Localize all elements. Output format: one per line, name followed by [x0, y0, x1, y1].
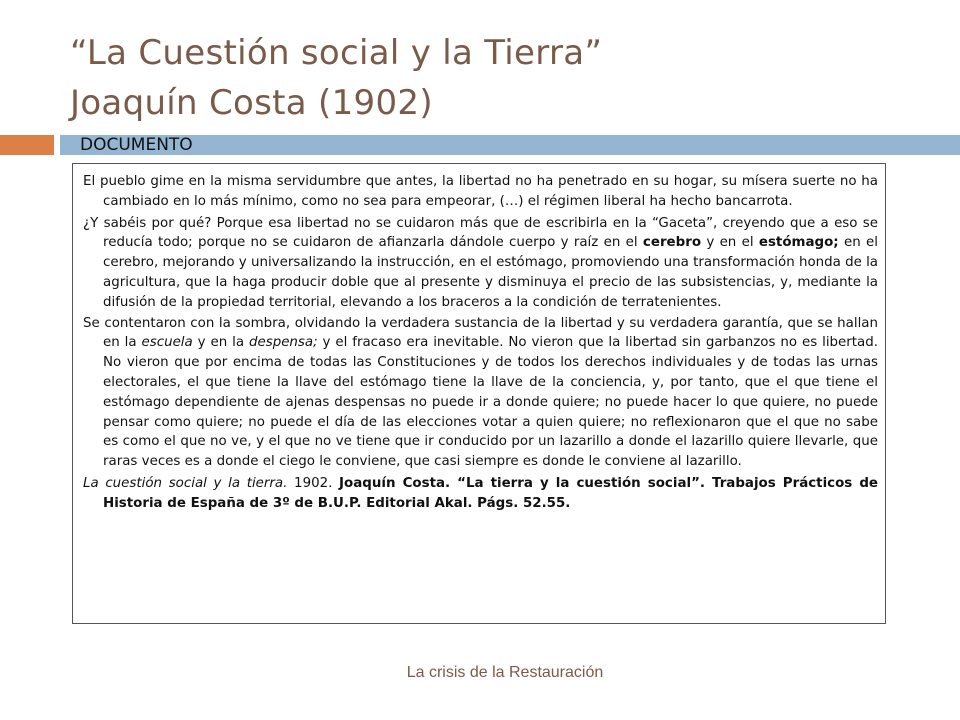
paragraph-2-text-c: y en el [701, 235, 759, 251]
slide-title-line-2: Joaquín Costa (1902) [70, 83, 433, 123]
document-text-box [72, 163, 886, 624]
citation-year: 1902. [287, 475, 340, 491]
slide-title-line-1: “La Cuestión social y la Tierra” [70, 33, 603, 73]
slide-footer: La crisis de la Restauración [406, 664, 604, 681]
emphasis-despensa: despensa; [248, 335, 318, 351]
citation-title: La cuestión social y la tierra. [83, 475, 288, 491]
document-paragraph-3 [83, 314, 878, 472]
paragraph-3-text-a: Se contentaron con la sombra, olvidando la verdadera sustancia de la libertad y su verdadera garantía, que se hallan en la [83, 315, 878, 351]
emphasis-escuela: escuela [141, 335, 193, 351]
paragraph-2-text-a: ¿Y sabéis por qué? Porque esa libertad no se cuidaron más que de escribirla en la “Gaceta”, creyendo que a eso se reducía todo; porque no se cuidaron de afianzarla dándole cuerpo y raíz en el [83, 215, 878, 251]
paragraph-2-text-d: en el cerebro, mejorando y universalizando la instrucción, en el estómago, promoviendo una transformación honda de la agricultura, que la haga producir doble que al presente y disminuya el precio de las subsistencias, y, mediante la difusión de la propiedad territorial, elevando a los braceros a la condición de terratenientes. [103, 235, 879, 310]
citation-source: Joaquín Costa. “La tierra y la cuestión social”. Trabajos Prácticos de Historia de España de 3º de B.U.P. Editorial Akal. Págs. 52.55. [103, 475, 879, 511]
slide-title [70, 28, 930, 128]
section-label: DOCUMENTO [80, 135, 193, 155]
emphasis-cerebro: cerebro [642, 235, 702, 251]
accent-bar-blue [60, 135, 960, 155]
document-paragraph-2 [83, 214, 878, 313]
accent-bar-orange [0, 135, 54, 155]
emphasis-estomago: estómago; [758, 235, 839, 251]
document-citation [83, 474, 878, 514]
document-paragraph-1: El pueblo gime en la misma servidumbre que antes, la libertad no ha penetrado en su hogar, su mísera suerte no ha cambiado en lo más mínimo, como no sea para empeorar, (…) el régimen liberal ha hecho bancarrota. [83, 174, 878, 209]
paragraph-3-text-b: y en la [192, 335, 249, 351]
paragraph-3-text-c: y el fracaso era inevitable. No vieron que la libertad sin garbanzos no es libertad. No vieron que por encima de todas las Constituciones y de todos los derechos individuales y de todas las urnas electorales, el que tiene la llave del estómago tiene la llave de la conciencia, y, por tanto, que el que tiene el estómago dependiente de ajenas despensas no puede ir a donde quiere; no puede hacer lo que quiere, no puede pensar como quiere; no puede el día de las elecciones votar a quien quiere; no reflexionaron que el que no sabe es como el que no ve, y el que no ve tiene que ir conducido por un lazarillo a donde el lazarillo quiere llevarle, que raras veces es a donde el ciego le conviene, que casi siempre es donde le conviene al lazarillo. [103, 335, 878, 470]
